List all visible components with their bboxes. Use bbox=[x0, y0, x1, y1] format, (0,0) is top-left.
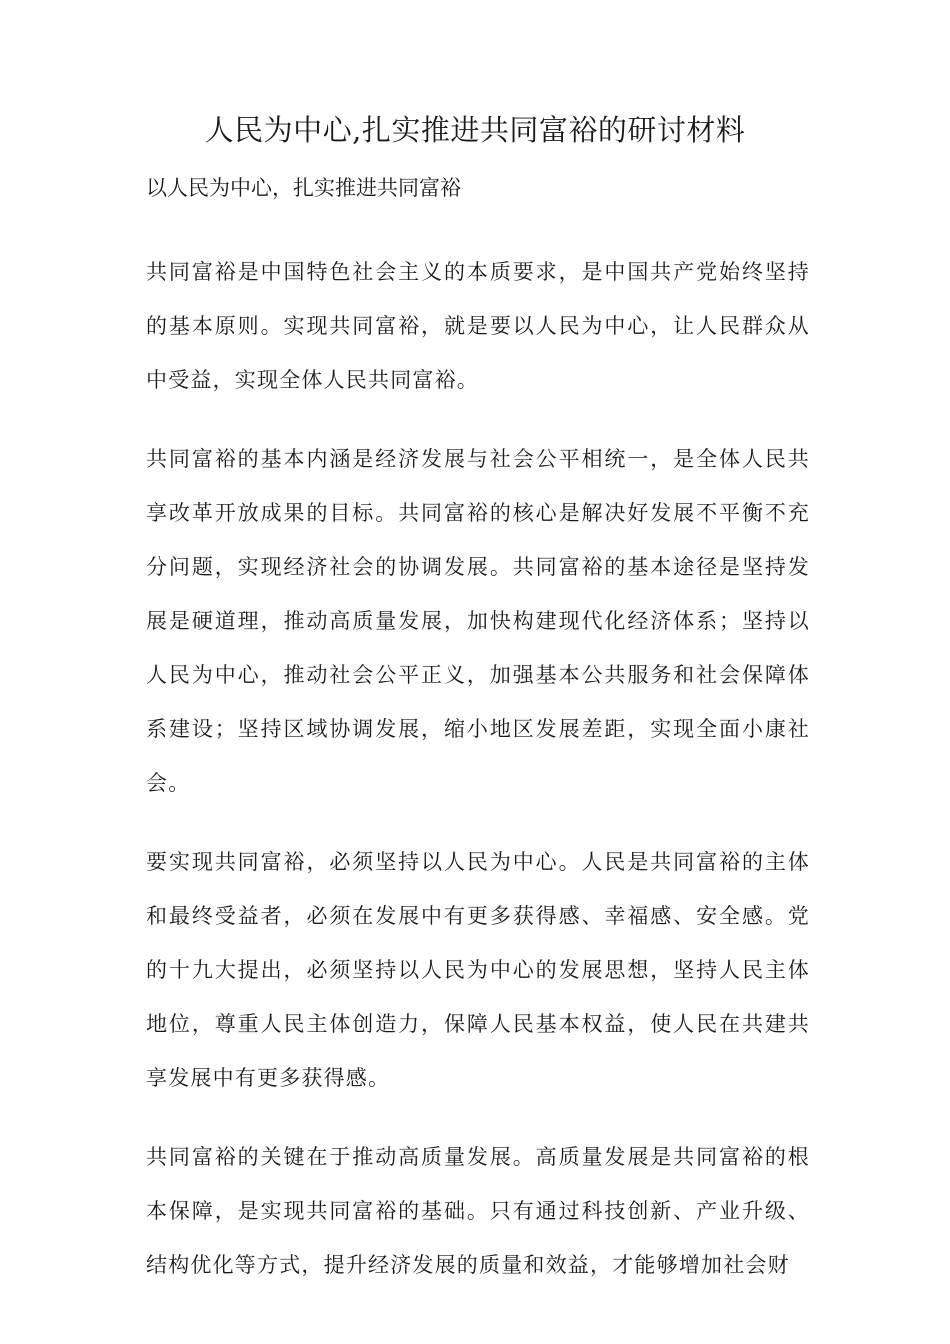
paragraph-3: 要实现共同富裕，必须坚持以人民为中心。人民是共同富裕的主体和最终受益者，必须在发展中有更多获得感、幸福感、安全感。党的十九大提出，必须坚持以人民为中心的发展思想，坚持人民主体地位，尊重人民主体创造力，保障人民基本权益，使人民在共建共享发展中有更多获得感。 bbox=[146, 850, 810, 1090]
paragraph-2: 共同富裕的基本内涵是经济发展与社会公平相统一，是全体人民共享改革开放成果的目标。共同富裕的核心是解决好发展不平衡不充分问题，实现经济社会的协调发展。共同富裕的基本途径是坚持发展是硬道理，推动高质量发展，加快构建现代化经济体系；坚持以人民为中心，推动社会公平正义，加强基本公共服务和社会保障体系建设；坚持区域协调发展，缩小地区发展差距，实现全面小康社会。 bbox=[146, 447, 810, 795]
document-subtitle: 以人民为中心，扎实推进共同富裕 bbox=[146, 176, 461, 200]
paragraph-4: 共同富裕的关键在于推动高质量发展。高质量发展是共同富裕的根本保障，是实现共同富裕的基础。只有通过科技创新、产业升级、结构优化等方式，提升经济发展的质量和效益，才能够增加社会财 bbox=[146, 1145, 810, 1277]
document-title: 人民为中心,扎实推进共同富裕的研讨材料 bbox=[204, 113, 746, 147]
document-body bbox=[146, 169, 810, 1292]
paragraph-1: 共同富裕是中国特色社会主义的本质要求，是中国共产党始终坚持的基本原则。实现共同富裕，就是要以人民为中心，让人民群众从中受益，实现全体人民共同富裕。 bbox=[146, 260, 810, 392]
